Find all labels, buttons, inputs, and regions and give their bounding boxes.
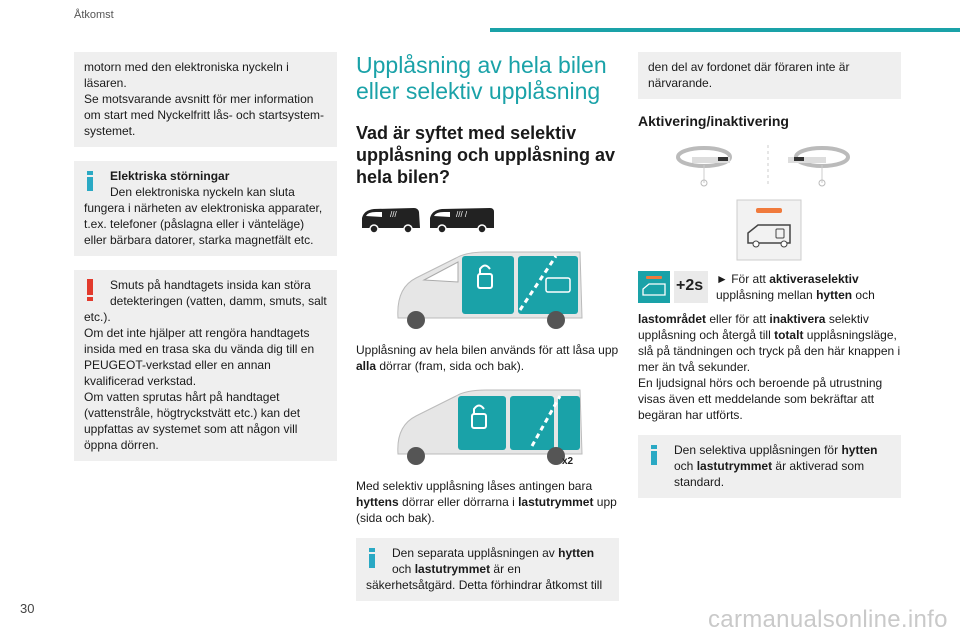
warn-text-3: Om det inte hjälper att rengöra handtagets insida med en trasa ska du vända dig till en PEUGEOT-verkstad eller en annan kvalificerad verkstad. <box>84 326 315 388</box>
warning-box-dirt <box>74 270 337 461</box>
button-icons <box>638 271 710 305</box>
subsection-title: Vad är syftet med selektiv upplåsning och upplåsning av hela bilen? <box>356 123 616 187</box>
section-title: Upplåsning av hela bilen eller selektiv upplåsning <box>356 52 607 104</box>
instruction-line-1: ► För att aktiveraselektiv upplåsning mellan hytten och <box>716 272 875 302</box>
info-icon <box>369 548 375 568</box>
instruction-block <box>638 271 901 311</box>
svg-text:/// /: /// / <box>456 210 468 219</box>
column-2 <box>356 52 619 615</box>
dashboard-location-illustration <box>668 143 901 191</box>
x2-label: x2 <box>562 456 574 466</box>
info-icon <box>651 445 657 465</box>
activation-heading: Aktivering/inaktivering <box>638 113 789 129</box>
full-unlock-van-illustration <box>396 248 619 330</box>
info-box-safety: Den separata upplåsningen av hytten och lastutrymmet är en säkerhetsåtgärd. Detta förhindrar åtkomst till <box>356 538 619 601</box>
watermark: carmanualsonline.info <box>708 606 948 633</box>
continued-note-box <box>74 52 337 147</box>
column-3 <box>638 52 901 512</box>
van-selective-unlock-icon <box>396 386 586 466</box>
svg-text:///: /// <box>390 210 397 219</box>
header-accent-bar <box>490 28 960 32</box>
selective-unlock-button-illustration <box>736 199 901 263</box>
note-line-1: motorn med den elektroniska nyckeln i läsaren. <box>84 60 289 90</box>
warning-icon <box>87 279 93 301</box>
full-unlock-paragraph: Upplåsning av hela bilen används för att låsa upp alla dörrar (fram, sida och bak). <box>356 343 619 373</box>
selective-unlock-paragraph: Med selektiv upplåsning låses antingen bara hyttens dörrar eller dörrarna i lastutrymmet upp (sida och bak). <box>356 479 617 525</box>
note-line-2: Se motsvarande avsnitt för mer information om start med Nyckelfritt lås- och startsystem-systemet. <box>84 92 325 138</box>
warn-text-4: Om vatten sprutas hårt på handtaget (vattenstråle, högtryckstvätt etc.) kan det uppfattas av systemet som att någon vill öppna dörren. <box>84 390 301 452</box>
hold-button-label: +2s <box>676 277 704 294</box>
instruction-paragraph: lastområdet eller för att inaktivera selektiv upplåsning och återgå till totalt upplåsningsläge, slå på tändningen och tryck på den här knappen i mer än två sekunder. En ljudsignal hörs och beroende på utrustning visas även ett meddelande som bekräftar att begäran har utförts. <box>638 312 901 422</box>
selective-unlock-van-illustration <box>396 386 619 466</box>
page-number: 30 <box>20 601 35 616</box>
column-1 <box>74 52 337 475</box>
info-text-1: Den elektroniska nyckeln kan sluta <box>110 185 295 199</box>
warn-text-1: Smuts på handtagets insida kan störa detekteringen (vatten, damm, smuts, salt <box>110 278 327 308</box>
info-box-default: Den selektiva upplåsningen för hytten och lastutrymmet är aktiverad som standard. <box>638 435 901 498</box>
van-silhouettes-illustration <box>356 204 619 238</box>
steering-wheel-icon <box>668 143 868 189</box>
running-head: Åtkomst <box>74 9 114 21</box>
confirmation-text: En ljudsignal hörs och beroende på utrustning visas även ett meddelande som bekräftar att begäran har utförts. <box>638 376 883 422</box>
info-title: Elektriska störningar <box>110 169 230 183</box>
van-full-unlock-icon <box>396 248 586 330</box>
continued-info-box: den del av fordonet där föraren inte är närvarande. <box>638 52 901 99</box>
info-box-electrical <box>74 161 337 256</box>
warn-text-2: etc.). <box>84 310 111 324</box>
selective-unlock-button-icon <box>736 199 802 261</box>
info-icon <box>87 171 93 191</box>
van-silhouette-icon <box>356 204 496 236</box>
info-text-2: fungera i närheten av elektroniska apparater, t.ex. telefoner (påslagna eller i vänteläge) eller bärbara datorer, starka magnetfält etc. <box>84 201 323 247</box>
